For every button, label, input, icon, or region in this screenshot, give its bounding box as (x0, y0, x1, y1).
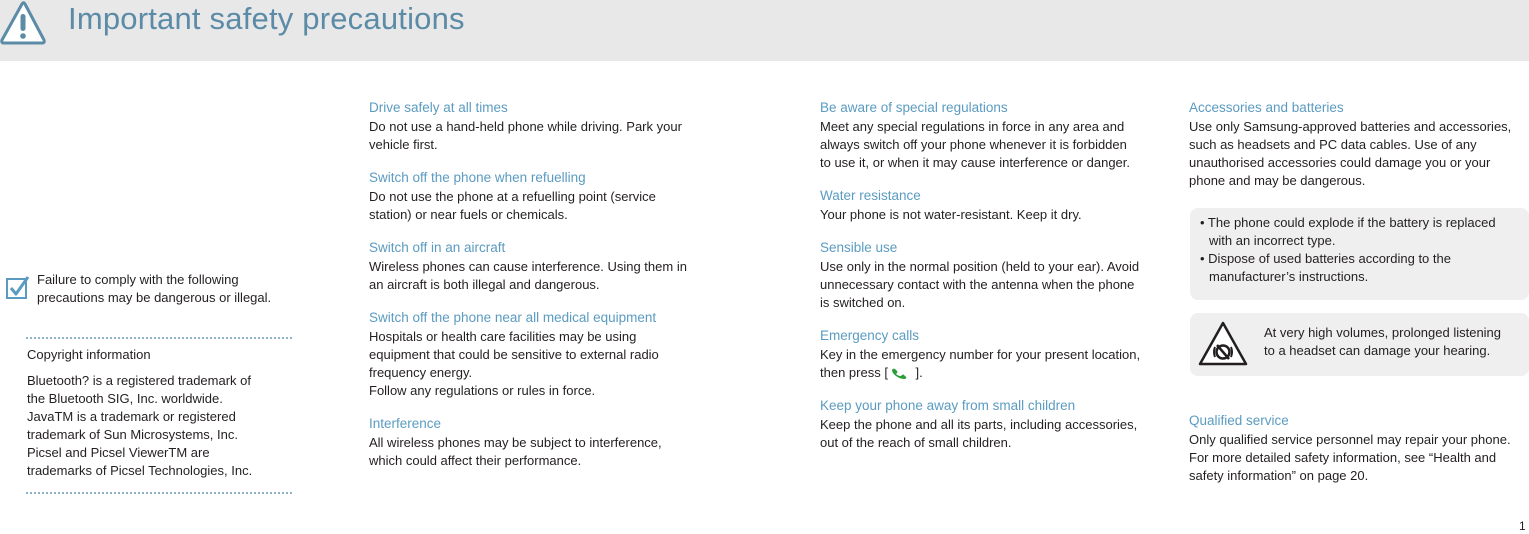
section-medical (369, 308, 687, 400)
hearing-line: At very high volumes, prolonged listening (1264, 325, 1502, 340)
battery-warnings-box (1190, 208, 1529, 300)
section-line: Keep the phone and all its parts, including accessories, (820, 417, 1138, 432)
section-line: out of the reach of small children. (820, 435, 1012, 450)
column-2 (820, 98, 1140, 466)
copyright-line: JavaTM is a trademark or registered (27, 409, 236, 424)
section-line: Hospitals or health care facilities may be using (369, 329, 637, 344)
page-title: Important safety precautions (68, 1, 465, 36)
section-heading: Switch off the phone when refuelling (369, 170, 586, 185)
copyright-line: trademarks of Picsel Technologies, Inc. (27, 463, 253, 478)
section-heading: Qualified service (1189, 413, 1289, 428)
section-line: Follow any regulations or rules in force. (369, 383, 596, 398)
section-heading: Water resistance (820, 188, 921, 203)
copyright-line: the Bluetooth SIG, Inc. worldwide. (27, 391, 223, 406)
hearing-line: to a headset can damage your hearing. (1264, 343, 1491, 358)
copyright-line: Picsel and Picsel ViewerTM are (27, 445, 210, 460)
section-line: always switch off your phone whenever it is forbidden (820, 137, 1127, 152)
section-line: station) or near fuels or chemicals. (369, 207, 568, 222)
section-line: Your phone is not water-resistant. Keep it dry. (820, 207, 1082, 222)
section-sensible-use (820, 238, 1140, 312)
section-emergency (820, 326, 1140, 382)
notice-line: Failure to comply with the following (37, 272, 239, 287)
section-line: to use it, or when it may cause interference or danger. (820, 155, 1131, 170)
section-heading: Emergency calls (820, 328, 920, 343)
section-line: Only qualified service personnel may repair your phone. (1189, 432, 1511, 447)
section-heading: Be aware of special regulations (820, 100, 1008, 115)
section-line: Key in the emergency number for your present location, (820, 347, 1141, 362)
section-heading: Keep your phone away from small children (820, 398, 1076, 413)
section-heading: Interference (369, 416, 442, 431)
call-key-icon (890, 367, 910, 379)
section-refuelling (369, 168, 687, 224)
section-accessories (1189, 98, 1511, 190)
call-prefix: then press [ (820, 365, 888, 380)
page-header (0, 0, 1529, 61)
section-line: such as headsets and PC data cables. Use of any (1189, 137, 1477, 152)
list-item (1200, 250, 1529, 286)
dotted-divider (26, 337, 292, 339)
section-line-call (820, 364, 1140, 382)
section-line: Do not use the phone at a refuelling point (service (369, 189, 656, 204)
section-line: unauthorised accessories could damage you or your (1189, 155, 1491, 170)
bullet-line: with an incorrect type. (1209, 233, 1336, 248)
section-water (820, 186, 1140, 224)
copyright-line: Bluetooth? is a registered trademark of (27, 373, 252, 388)
section-heading: Accessories and batteries (1189, 100, 1344, 115)
section-heading: Switch off in an aircraft (369, 240, 506, 255)
section-heading: Drive safely at all times (369, 100, 508, 115)
list-item (1200, 214, 1529, 250)
section-line: frequency energy. (369, 365, 473, 380)
warning-triangle-icon (0, 1, 48, 45)
section-line: vehicle first. (369, 137, 438, 152)
call-suffix: ]. (911, 365, 923, 380)
section-regulations (820, 98, 1140, 172)
section-line: All wireless phones may be subject to interference, (369, 435, 662, 450)
section-line: which could affect their performance. (369, 453, 582, 468)
checkbox-icon (6, 276, 30, 300)
copyright-line: trademark of Sun Microsystems, Inc. (27, 427, 238, 442)
column-1 (369, 98, 687, 484)
section-line: Use only Samsung-approved batteries and accessories, (1189, 119, 1512, 134)
hearing-warning-box (1190, 313, 1529, 376)
section-line: equipment that could be sensitive to external radio (369, 347, 659, 362)
bullet-line: • The phone could explode if the battery is replaced (1200, 215, 1496, 230)
section-interference (369, 414, 687, 470)
dotted-divider (26, 492, 292, 494)
copyright-title: Copyright information (27, 347, 151, 362)
page-number: 1 (1519, 519, 1526, 533)
section-line: is switched on. (820, 295, 906, 310)
section-aircraft (369, 238, 687, 294)
hearing-warning-icon (1198, 321, 1248, 367)
section-line: Do not use a hand-held phone while driving. Park your (369, 119, 682, 134)
section-qualified-service (1189, 411, 1511, 499)
section-line: Meet any special regulations in force in any area and (820, 119, 1125, 134)
section-drive-safely (369, 98, 687, 154)
section-line: safety information” on page 20. (1189, 468, 1369, 483)
section-line: Use only in the normal position (held to your ear). Avoid (820, 259, 1140, 274)
section-line: unnecessary contact with the antenna when the phone (820, 277, 1135, 292)
section-heading: Switch off the phone near all medical equipment (369, 310, 657, 325)
copyright-info (27, 346, 252, 480)
section-children (820, 396, 1140, 452)
section-line: For more detailed safety information, see “Health and (1189, 450, 1497, 465)
section-line: phone and may be dangerous. (1189, 173, 1366, 188)
section-line: an aircraft is both illegal and dangerous. (369, 277, 600, 292)
section-heading: Sensible use (820, 240, 898, 255)
bullet-line: manufacturer’s instructions. (1209, 269, 1369, 284)
notice-line: precautions may be dangerous or illegal. (37, 290, 272, 305)
column-3 (1189, 98, 1511, 204)
bullet-line: • Dispose of used batteries according to the (1200, 251, 1451, 266)
section-line: Wireless phones can cause interference. Using them in (369, 259, 687, 274)
